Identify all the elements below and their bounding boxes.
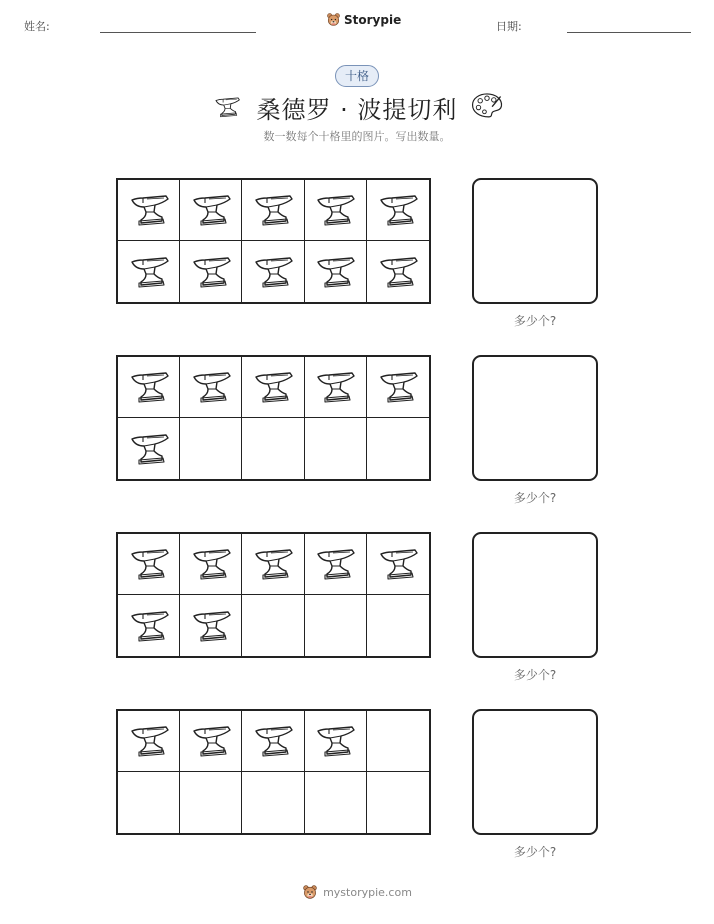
ten-frame-cell [118,241,180,302]
answer-box[interactable] [472,178,598,304]
ten-frame-cell [305,357,367,418]
name-line[interactable] [100,32,256,33]
bear-mascot-icon [326,12,341,27]
anvil-icon [313,544,357,584]
ten-frame-cell [305,241,367,302]
anvil-icon [251,544,295,584]
ten-frame-cell [180,418,242,479]
anvil-icon [127,429,171,469]
ten-frame-cell [242,534,304,595]
ten-frame-cell [305,418,367,479]
anvil-icon [189,721,233,761]
ten-frame-cell [367,595,429,656]
anvil-icon [313,721,357,761]
palette-icon [470,91,504,119]
anvil-icon [251,190,295,230]
anvil-icon [376,544,420,584]
anvil-icon [376,252,420,292]
answer-prompt: 多少个? [513,845,557,859]
name-label: 姓名: [24,20,50,33]
ten-frame-cell [305,595,367,656]
anvil-icon [189,190,233,230]
ten-frame-cell [118,180,180,241]
answer-prompt: 多少个? [513,314,557,328]
anvil-icon [313,367,357,407]
ten-frame-cell [180,595,242,656]
ten-frame [116,178,431,304]
ten-frame-cell [180,711,242,772]
anvil-icon [376,367,420,407]
anvil-icon [313,252,357,292]
ten-frame-cell [242,772,304,833]
ten-frame-cell [180,357,242,418]
answer-box[interactable] [472,532,598,658]
date-line[interactable] [567,32,691,33]
anvil-icon [127,606,171,646]
answer-box[interactable] [472,709,598,835]
ten-frame-cell [242,357,304,418]
ten-frame-cell [118,595,180,656]
ten-frame-cell [367,534,429,595]
ten-frame-cell [305,534,367,595]
anvil-icon [189,544,233,584]
anvil-icon [127,190,171,230]
ten-frame-cell [118,418,180,479]
anvil-icon [376,190,420,230]
footer [0,884,714,900]
anvil-icon [251,252,295,292]
ten-frame [116,709,431,835]
ten-frame-cell [242,418,304,479]
ten-frame-cell [242,711,304,772]
ten-frame [116,355,431,481]
brand-logo [326,12,401,27]
anvil-icon [251,367,295,407]
instructions: 数一数每个十格里的图片。写出数量。 [263,130,451,143]
ten-frame-cell [367,180,429,241]
worksheet-tag: 十格 [335,65,379,87]
ten-frame-cell [180,180,242,241]
ten-frame [116,532,431,658]
anvil-icon [127,721,171,761]
anvil-icon [189,252,233,292]
footer-url: mystorypie.com [323,885,412,899]
ten-frame-cell [242,180,304,241]
anvil-icon [251,721,295,761]
bear-mascot-icon [302,884,318,900]
ten-frame-cell [180,772,242,833]
ten-frame-cell [180,241,242,302]
ten-frame-cell [118,534,180,595]
answer-prompt: 多少个? [513,668,557,682]
ten-frame-cell [118,772,180,833]
ten-frame-cell [118,711,180,772]
anvil-icon [189,367,233,407]
brand-name: Storypie [344,12,402,27]
ten-frame-cell [305,772,367,833]
ten-frame-cell [305,711,367,772]
answer-box[interactable] [472,355,598,481]
anvil-icon [313,190,357,230]
ten-frame-cell [367,418,429,479]
ten-frame-cell [367,711,429,772]
anvil-icon [189,606,233,646]
ten-frame-cell [118,357,180,418]
ten-frame-cell [242,595,304,656]
answer-prompt: 多少个? [513,491,557,505]
ten-frame-cell [367,772,429,833]
anvil-icon [127,252,171,292]
date-label: 日期: [496,20,522,33]
ten-frame-cell [180,534,242,595]
ten-frame-cell [367,357,429,418]
ten-frame-cell [367,241,429,302]
anvil-icon [127,367,171,407]
anvil-icon [127,544,171,584]
ten-frame-cell [242,241,304,302]
ten-frame-cell [305,180,367,241]
page-title: 桑德罗 · 波提切利 [256,96,458,124]
